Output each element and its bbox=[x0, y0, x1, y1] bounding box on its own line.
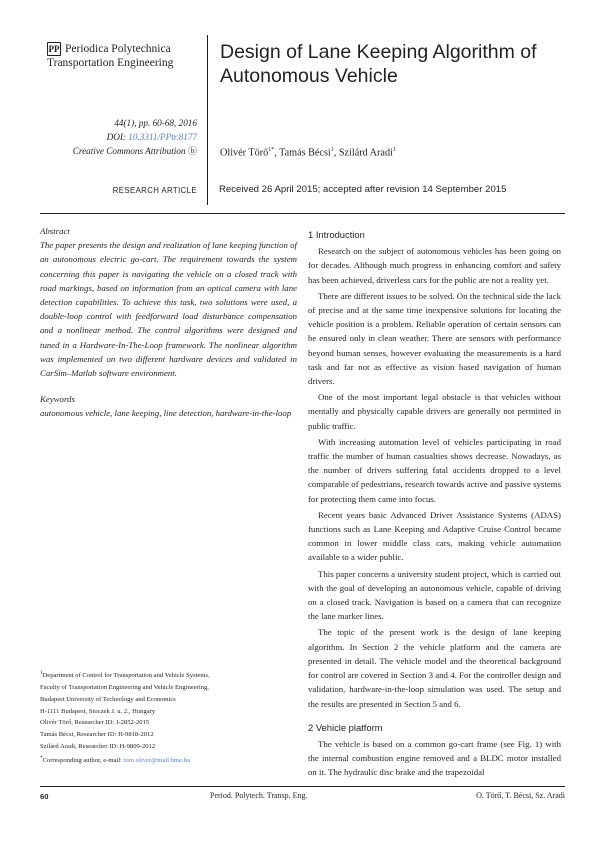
doi-line bbox=[40, 130, 197, 144]
body-paragraph: The vehicle is based on a common go-cart frame (see Fig. 1) with the internal combustion engine removed and a BLDC motor installed on it. The hydraulic disc brake and the trapezoidal bbox=[308, 738, 561, 778]
article-type-label: RESEARCH ARTICLE bbox=[112, 186, 197, 195]
journal-logo-icon: PP bbox=[48, 44, 60, 55]
researcher-id: Tamás Bécsi, Researcher ID: H-9818-2012 bbox=[40, 731, 154, 739]
affiliation-mark: 1 bbox=[40, 671, 43, 676]
author-name: Olivér Törő bbox=[220, 147, 269, 159]
author-name: Szilárd Aradi bbox=[338, 147, 393, 159]
body-paragraph: One of the most important legal obstacle is that vehicles without mentally and physically capable drivers are generally not permitted in public traffic. bbox=[308, 392, 561, 431]
keywords-heading: Keywords bbox=[40, 394, 75, 405]
running-journal-title: Period. Polytech. Transp. Eng. bbox=[210, 791, 308, 800]
affiliation-line: $^1$Department of Control for Transportation and Vehicle Systems, bbox=[40, 671, 210, 680]
license-line bbox=[40, 144, 197, 158]
corresponding-author: *Corresponding author, e-mail: toro.oliver@mail.bme.hu bbox=[40, 755, 191, 764]
issue-info: 44(1), pp. 60-68, 2016 bbox=[114, 118, 197, 128]
abstract-text: The paper presents the design and realization of lane keeping function of an autonomous electric go-cart. The requirement towards the system concerning this paper is navigating the vehicle on a closed track with road markings, based on information from an optical camera with lane detection capabilities. To achieve this task, two solutions were used, a double-loop control with feedforward load disturbance compensation and a nonlinear method. The control algorithms were designed and tuned in a Hardware-In-The-Loop framework. The nonlinear algorithm was implemented on two different hardware devices and validated in CarSim–Matlab software environment. bbox=[40, 240, 297, 379]
header-vertical-divider bbox=[207, 35, 208, 205]
cc-by-icon: ⓑ bbox=[187, 146, 197, 156]
corresponding-mark: * bbox=[40, 755, 43, 761]
abstract-heading: Abstract bbox=[40, 226, 70, 236]
author-affiliation-mark: 1 bbox=[392, 147, 396, 153]
author-affiliation-mark: 1* bbox=[268, 147, 275, 153]
journal-name-line2: Transportation Engineering bbox=[47, 57, 174, 70]
header-horizontal-divider bbox=[40, 213, 565, 214]
affiliation-line: Faculty of Transportation Engineering and Vehicle Engineering, bbox=[40, 683, 209, 691]
body-paragraph: The topic of the present work is the design of lane keeping algorithm. In Section 2 the vehicle platform and the camera are presented in detail. The vehicle model and the theoretical background for control are covered in Section 3 and 4. For the controller design and validation, hardware-in-the-loop simulation was used. The setup and the results are presented in Section 5 and 6. bbox=[308, 627, 561, 709]
keywords-text: autonomous vehicle, lane keeping, line detection, hardware-in-the-loop bbox=[40, 408, 292, 419]
section-heading-vehicle-platform: 2 Vehicle platform bbox=[308, 721, 383, 733]
affiliation-line: H-1111 Budapest, Stoczek J. u. 2., Hungary bbox=[40, 707, 156, 715]
body-paragraph: Recent years basic Advanced Driver Assistance Systems (ADAS) functions such as Lane Keeping and Adaptive Cruise Control became common in lower middle class cars, making vehicle automation available to a wider public. bbox=[308, 509, 561, 563]
article-meta bbox=[40, 116, 197, 158]
author-list: Olivér Törő$^{1*}$, Tamás Bécsi$^1$, Szilárd Aradi$^1$ bbox=[220, 147, 396, 159]
abstract-column bbox=[40, 224, 297, 421]
article-title: Design of Lane Keeping Algorithm of Autonomous Vehicle bbox=[220, 41, 537, 87]
researcher-id: Olivér Törő, Researcher ID: J-2852-2015 bbox=[40, 719, 150, 727]
received-dates: Received 26 April 2015; accepted after revision 14 September 2015 bbox=[219, 184, 507, 195]
doi-label: DOI: bbox=[106, 132, 129, 142]
email-link[interactable]: toro.oliver@mail.bme.hu bbox=[123, 756, 191, 764]
journal-name-line1: Periodica Polytechnica bbox=[65, 43, 171, 55]
body-paragraph: With increasing automation level of vehicles participating in road traffic the number of human casualties shows decrease. Nowadays, as the number of drivers suffering fatal accidents dropped to a level comparable of pedestrians, research towards active and passive systems for protecting them came into focus. bbox=[308, 436, 561, 504]
page-number: 60 bbox=[40, 792, 49, 801]
section-heading-introduction: 1 Introduction bbox=[308, 229, 365, 240]
author-affiliation-mark: 1 bbox=[330, 147, 334, 153]
running-authors: O. Törő, T. Bécsi, Sz. Aradi bbox=[476, 791, 565, 800]
doi-link[interactable]: 10.3311/PPtr.8177 bbox=[128, 132, 197, 142]
license-text: Creative Commons Attribution bbox=[72, 146, 186, 156]
body-column bbox=[308, 228, 561, 782]
body-paragraph: Research on the subject of autonomous vehicles has been going on for decades. Although much progress in enhancing comfort and safety has been achieved, driverless cars for the public are not a reality yet. bbox=[308, 246, 561, 285]
body-paragraph: This paper concerns a university student project, which is carried out with the goal of developing an autonomous vehicle, capable of driving on a closed track. Navigation is based on a camera that can recognize the lane marker lines. bbox=[308, 568, 561, 622]
affiliation-line: Budapest University of Technology and Economics bbox=[40, 695, 176, 703]
footer-divider bbox=[40, 786, 565, 787]
researcher-id: Szilárd Aradi, Researcher ID: H-9809-2012 bbox=[40, 742, 156, 750]
journal-masthead bbox=[47, 42, 207, 70]
footnotes bbox=[40, 668, 300, 767]
body-paragraph: There are different issues to be solved. On the technical side the lack of precise and at the same time inexpensive solutions for locating the vehicle position is a problem. Reliable operation of certain sensors can be ensured only in clean weather. There are sensors with performance beyond human senses, however evaluating the measurements is a hard task and far not as effective as vision based navigation of human drivers. bbox=[308, 290, 561, 387]
author-name: Tamás Bécsi bbox=[279, 147, 331, 159]
